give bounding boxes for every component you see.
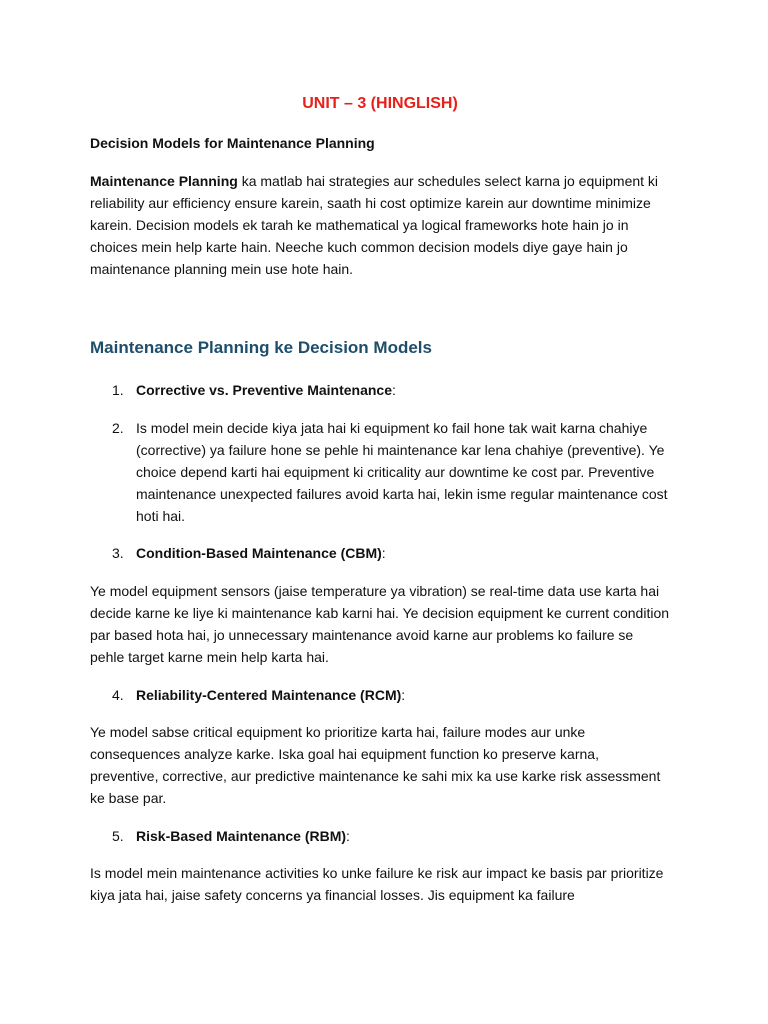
- list-number: 4.: [112, 687, 124, 703]
- item-suffix: :: [381, 545, 386, 561]
- item-title: Reliability-Centered Maintenance (RCM): [136, 687, 402, 703]
- list-item: [112, 417, 668, 527]
- list-number: 3.: [112, 545, 124, 561]
- list-item: [112, 379, 668, 401]
- list-item: [112, 542, 668, 564]
- section-heading: Maintenance Planning ke Decision Models: [90, 338, 432, 357]
- intro-text: ka matlab hai strategies aur schedules select karna jo equipment ki reliability aur efficiency ensure karein, saath hi cost optimize karein aur downtime minimize karein. Decision models ek tarah ke mathematical ya logical frameworks hote hain jo in choices mein help karte hain. Neeche kuch common decision models diye gaye hain jo maintenance planning mein use hote hain.: [90, 173, 659, 277]
- list-number: 1.: [112, 382, 124, 398]
- intro-paragraph: [90, 170, 670, 280]
- rbm-paragraph: Is model mein maintenance activities ko unke failure ke risk aur impact ke basis par prioritize kiya jata hai, jaise safety concerns ya financial losses. Jis equipment ka failure: [90, 865, 664, 903]
- item-suffix: :: [401, 687, 406, 703]
- list-number: 2.: [112, 420, 124, 436]
- item-title: Corrective vs. Preventive Maintenance: [136, 382, 393, 398]
- item-title: Condition-Based Maintenance (CBM): [136, 545, 382, 561]
- list-item: [112, 684, 668, 706]
- unit-title: UNIT – 3 (HINGLISH): [302, 95, 458, 112]
- item-suffix: :: [346, 828, 350, 844]
- document-subtitle: Decision Models for Maintenance Planning: [90, 135, 375, 151]
- list-item: [112, 825, 668, 847]
- rcm-paragraph: Ye model sabse critical equipment ko prioritize karta hai, failure modes aur unke consequences analyze karke. Iska goal hai equipment function ko preserve karna, preventive, corrective, aur predictive maintenance ke sahi mix ka use karke risk assessment ke base par.: [90, 724, 661, 806]
- intro-lead-bold: Maintenance Planning: [90, 173, 238, 189]
- item-text: Is model mein decide kiya jata hai ki equipment ko fail hone tak wait karna chahiye (corrective) ya failure hone se pehle hi maintenance kar lena chahiye (preventive). Ye choice depend karti hai equipment ki criticality aur downtime ke cost par. Preventive maintenance unexpected failures avoid karta hai, lekin isme regular maintenance cost hoti hai.: [136, 420, 668, 524]
- cbm-paragraph: Ye model equipment sensors (jaise temperature ya vibration) se real-time data use karta hai decide karne ke liye ki maintenance kab karni hai. Ye decision equipment ke current condition par based hota hai, jo unnecessary maintenance avoid karne aur problems ko failure se pehle target karne mein help karta hai.: [90, 583, 670, 665]
- item-suffix: :: [392, 382, 396, 398]
- item-title: Risk-Based Maintenance (RBM): [136, 828, 347, 844]
- list-number: 5.: [112, 828, 124, 844]
